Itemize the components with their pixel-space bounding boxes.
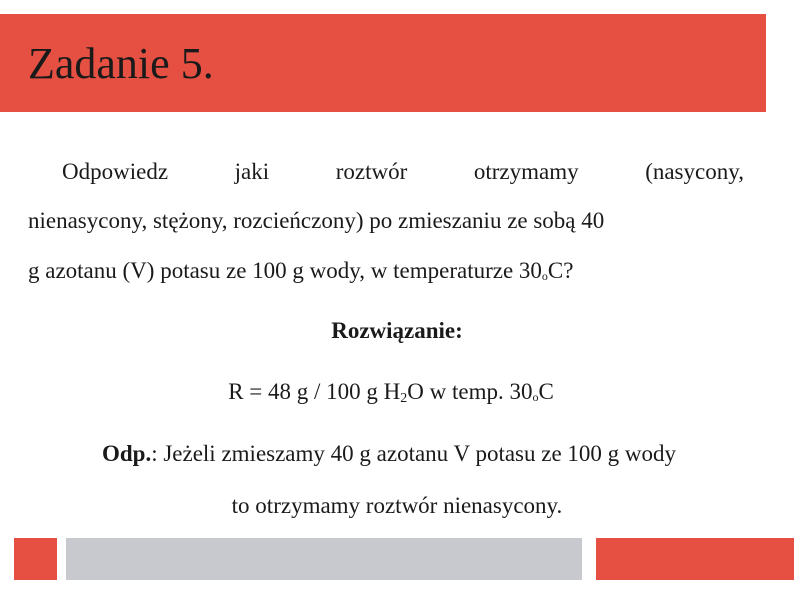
question-line-1 bbox=[62, 160, 744, 183]
degree-symbol: o bbox=[532, 390, 539, 404]
answer-text-1: Jeżeli zmieszamy 40 g azotanu V potasu ze 100 g wody bbox=[157, 441, 677, 466]
question-word: (nasycony, bbox=[645, 159, 744, 184]
question-word: jaki bbox=[234, 159, 270, 184]
formula-part-3: C bbox=[538, 379, 554, 404]
formula-part-1: R = 48 g / 100 g H bbox=[228, 379, 401, 404]
answer-colon: : bbox=[151, 441, 158, 466]
question-line-3-text: g azotanu (V) potasu ze 100 g wody, w temperaturze 30 bbox=[28, 258, 542, 283]
question-word: Odpowiedz bbox=[62, 159, 169, 184]
degree-symbol: o bbox=[541, 269, 548, 283]
question-word: otrzymamy bbox=[473, 159, 579, 184]
footer-block-middle bbox=[66, 538, 582, 580]
question-word: roztwór bbox=[335, 159, 408, 184]
slide-title: Zadanie 5. bbox=[28, 39, 214, 88]
solution-heading: Rozwiązanie: bbox=[331, 318, 463, 343]
formula-subscript: 2 bbox=[400, 391, 408, 406]
question-line-2: nienasycony, stężony, rozcieńczony) po zmieszaniu ze sobą 40 bbox=[28, 208, 605, 233]
footer-block-right bbox=[596, 538, 794, 580]
question-line-3-unit: C? bbox=[547, 258, 574, 283]
answer-line-2: to otrzymamy roztwór nienasycony. bbox=[231, 493, 563, 518]
footer-block-left bbox=[14, 538, 57, 580]
question-line-3 bbox=[28, 259, 744, 282]
answer-line-1 bbox=[0, 442, 786, 465]
formula-part-2: O w temp. 30 bbox=[407, 379, 533, 404]
solution-formula bbox=[0, 380, 788, 406]
answer-label: Odp. bbox=[101, 441, 152, 466]
